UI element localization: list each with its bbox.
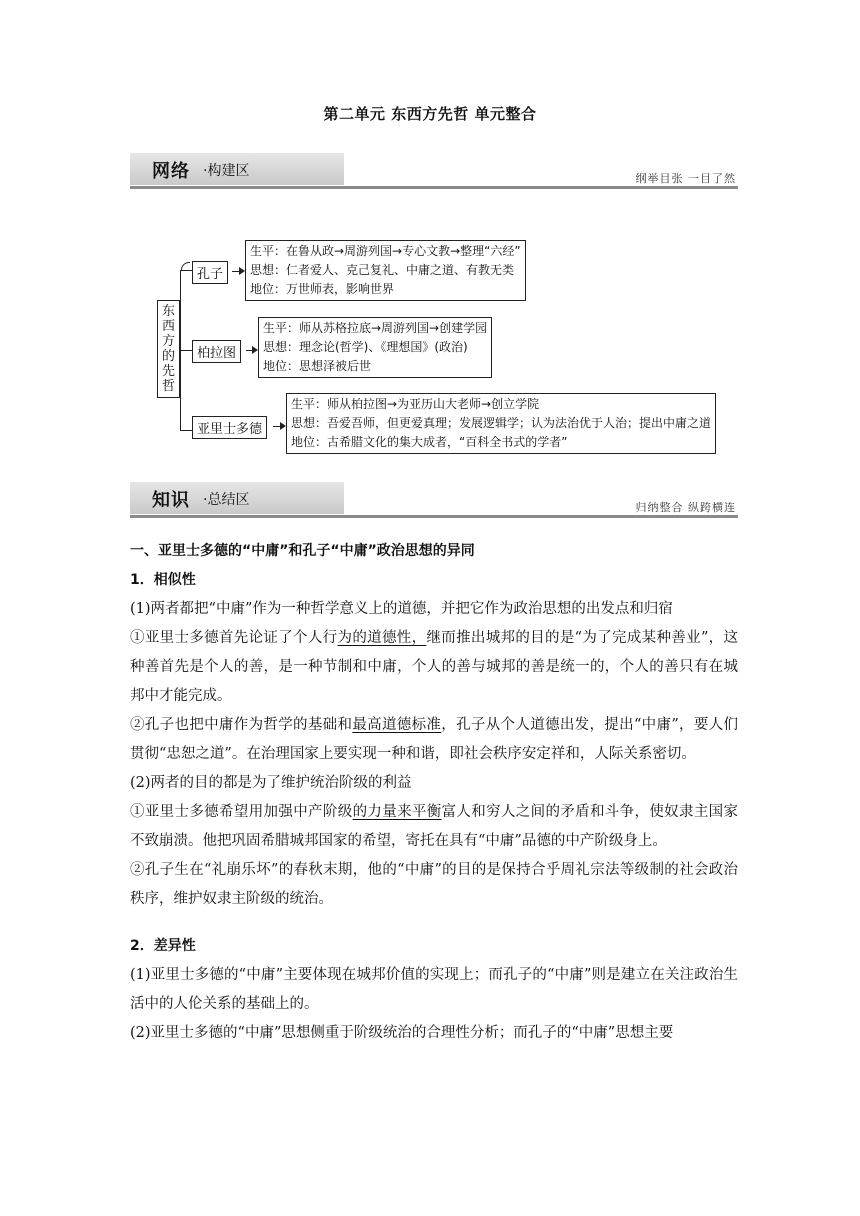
detail-line: 生平：在鲁从政→周游列国→专心文教→整理“六经” [250,244,521,258]
paragraph: (1)亚里士多德的“中庸”主要体现在城邦价值的实现上；而孔子的“中庸”则是建立在关注政治生活中的人伦关系的基础上的。 [130,967,738,1012]
summary-content [130,537,738,1048]
section-hint: 纲举目张 一目了然 [635,172,736,185]
section-rule [130,515,738,518]
connector [180,430,192,431]
branch-detail-plato [258,317,492,378]
connector-curve [181,262,190,271]
section-subtitle: ·总结区 [203,492,250,508]
root-char: 哲 [161,379,175,394]
connector [180,350,192,351]
section-header-network [130,153,738,189]
detail-line: 思想：吾爱吾师，但更爱真理；发展逻辑学；认为法治优于人治；提出中庸之道 [291,416,712,430]
root-char: 东 [161,304,175,319]
detail-line: 地位：思想泽被后世 [263,359,372,373]
text-run: 继而推出城邦的目的是“为了完成某种善业”，这种善首先是个人的善，是一种节制和中庸，个人的善与城邦的善是统一的，个人的善只有在城邦中才能完成。 [130,630,739,704]
text-run: ①亚里士多德希望用加强中产阶级 [130,804,353,820]
branch-detail-aristotle [286,393,716,454]
branch-detail-confucius [245,240,526,301]
connector [180,270,181,430]
section-rule [130,186,738,189]
text-run: ①亚里士多德首先论证了个人行 [130,630,338,646]
underlined-text: 为的道德性， [337,630,427,646]
main-heading: 一、亚里士多德的“中庸”和孔子“中庸”政治思想的异同 [130,543,475,559]
underlined-text: 最高道德标准 [352,717,442,733]
text-run: ②孔子也把中庸作为哲学的基础和 [130,717,353,733]
paragraph: (2)两者的目的都是为了维护统治阶级的利益 [130,775,412,791]
root-char: 先 [161,364,175,379]
root-char: 西 [161,319,175,334]
branch-label: 孔子 [197,267,224,282]
branch-label: 柏拉图 [197,346,237,361]
paragraph: (2)亚里士多德的“中庸”思想侧重于阶级统治的合理性分析；而孔子的“中庸”思想主要 [130,1025,674,1041]
concept-map-root [157,300,180,398]
detail-line: 思想：仁者爱人、克己复礼、中庸之道、有教无类 [250,263,515,277]
underlined-text: 的力量来平衡 [352,804,442,820]
spacer [130,914,738,932]
paragraph [130,624,738,711]
detail-line: 地位：万世师表，影响世界 [250,282,395,296]
subheading-difference: 2．差异性 [130,938,196,954]
section-header-knowledge [130,482,738,518]
detail-line: 生平：师从柏拉图→为亚历山大老师→创立学院 [291,397,540,411]
branch-node-plato [192,340,241,363]
branch-node-aristotle [192,416,267,439]
paragraph [130,798,738,856]
root-char: 的 [161,349,175,364]
paragraph: (1)两者都把“中庸”作为一种哲学意义上的道德，并把它作为政治思想的出发点和归宿 [130,601,673,617]
text-run: ，孔子从个人道德出发，提出“中庸”，要人们贯彻“忠恕之道”。在治理国家上要实现一种和谐，即社会秩序安定祥和，人际关系密切。 [130,717,739,762]
detail-line: 生平：师从苏格拉底→周游列国→创建学园 [263,321,488,335]
section-subtitle: ·构建区 [203,163,250,179]
detail-line: 地位：古希腊文化的集大成者，“百科全书式的学者” [291,435,568,449]
section-hint: 归纳整合 纵跨横连 [635,501,736,514]
branch-label: 亚里士多德 [197,422,263,437]
detail-line: 思想：理念论(哲学)、《理想国》(政治) [263,340,468,354]
root-char: 方 [161,334,175,349]
section-title: 网络 [152,161,190,182]
paragraph [130,711,738,769]
text-run: 富人和穷人之间的矛盾和斗争，使奴隶主国家不致崩溃。他把巩固希腊城邦国家的希望，寄托在具有“中庸”品德的中产阶级身上。 [130,804,739,849]
subheading-similarity: 1．相似性 [130,572,196,588]
section-title: 知识 [152,490,190,511]
page-title: 第二单元 东西方先哲 单元整合 [323,105,537,123]
paragraph: ②孔子生在“礼崩乐坏”的春秋末期，他的“中庸”的目的是保持合乎周礼宗法等级制的社会政治秩序，维护奴隶主阶级的统治。 [130,862,738,907]
branch-node-confucius [192,261,228,284]
